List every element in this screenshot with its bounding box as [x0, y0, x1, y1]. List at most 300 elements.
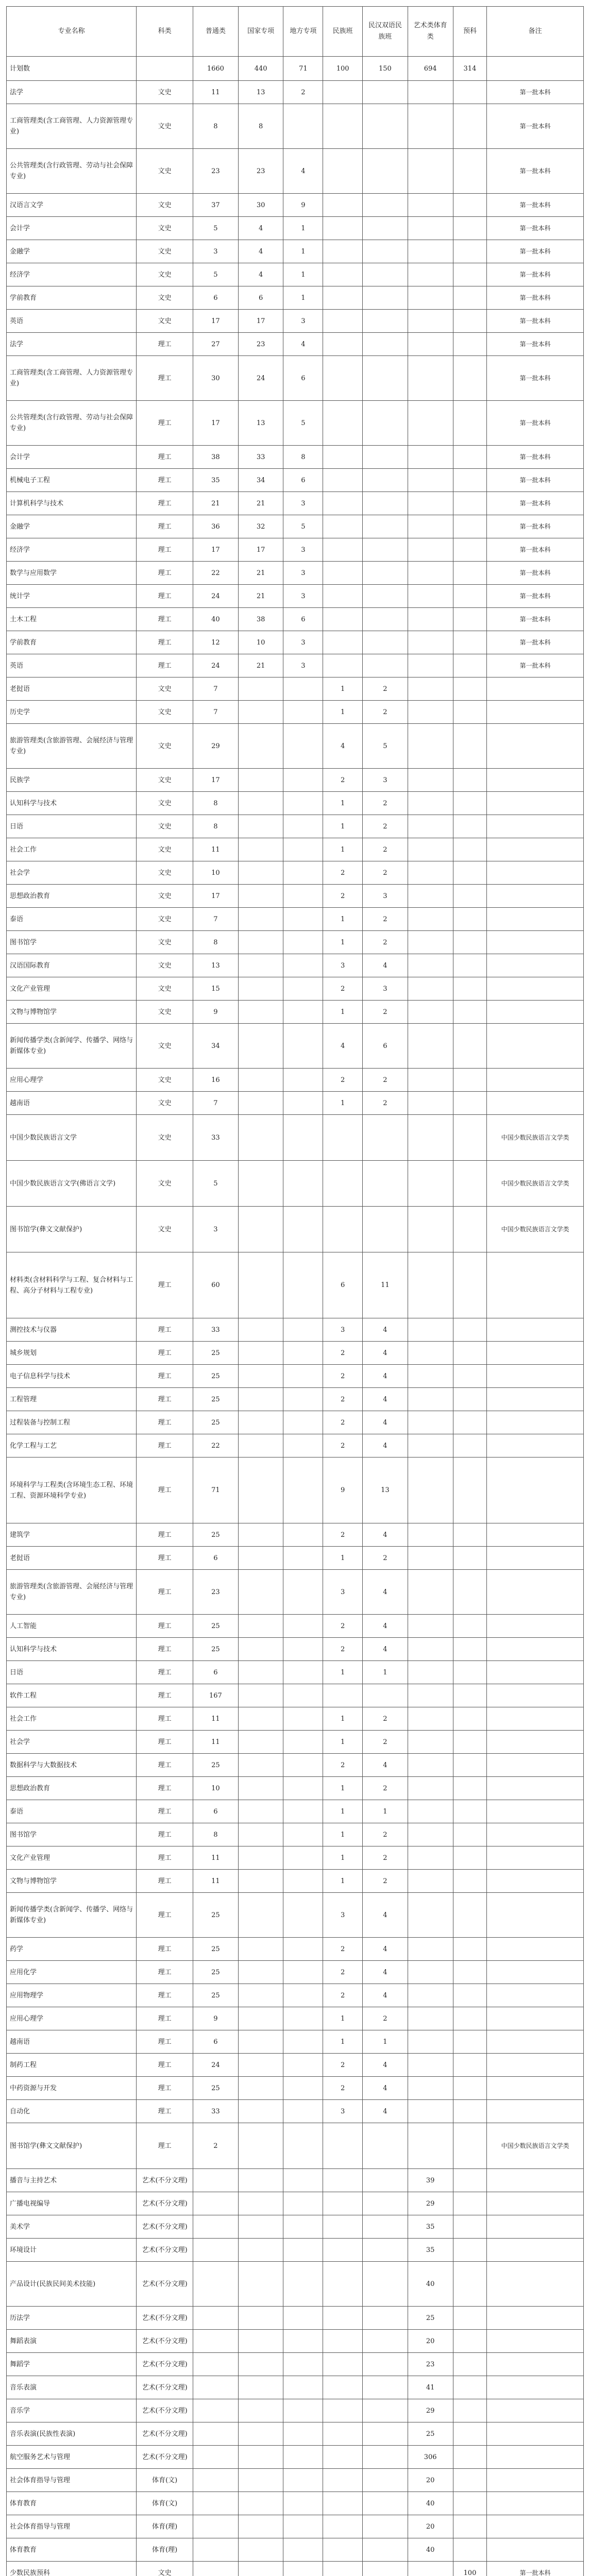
cell-general-count: 25	[193, 1984, 238, 2007]
cell-preparatory-count	[453, 608, 487, 631]
cell-remarks	[487, 1434, 584, 1458]
cell-local-special-count	[283, 2330, 323, 2353]
cell-local-special-count: 1	[283, 240, 323, 263]
cell-preparatory-count	[453, 515, 487, 538]
cell-general-count: 27	[193, 333, 238, 356]
cell-major-name: 工商管理类(含工商管理、人力资源管理专业)	[7, 356, 137, 401]
cell-preparatory-count	[453, 2215, 487, 2239]
cell-national-special-count	[238, 1252, 283, 1318]
cell-remarks	[487, 2077, 584, 2100]
cell-art-sports-count	[408, 1411, 453, 1434]
table-row	[7, 1777, 584, 1800]
cell-ethnic-class-count: 2	[323, 2077, 363, 2100]
cell-national-special-count	[238, 931, 283, 954]
table-row	[7, 2239, 584, 2262]
cell-national-special-count	[238, 2239, 283, 2262]
cell-bilingual-class-count: 4	[363, 1961, 408, 1984]
cell-bilingual-class-count: 4	[363, 1523, 408, 1547]
cell-art-sports-count: 694	[408, 57, 453, 81]
cell-subject-type: 文史	[137, 1207, 193, 1252]
cell-ethnic-class-count: 1	[323, 1001, 363, 1024]
cell-major-name: 舞蹈学	[7, 2353, 137, 2376]
cell-subject-type: 理工	[137, 2030, 193, 2054]
cell-general-count: 11	[193, 1707, 238, 1731]
table-row	[7, 1365, 584, 1388]
cell-subject-type: 理工	[137, 333, 193, 356]
cell-subject-type: 理工	[137, 1893, 193, 1938]
cell-national-special-count	[238, 2077, 283, 2100]
cell-national-special-count	[238, 1893, 283, 1938]
table-row	[7, 286, 584, 310]
cell-general-count: 17	[193, 310, 238, 333]
cell-remarks	[487, 1823, 584, 1846]
cell-art-sports-count	[408, 356, 453, 401]
cell-subject-type: 文史	[137, 217, 193, 240]
cell-local-special-count: 3	[283, 585, 323, 608]
cell-remarks	[487, 954, 584, 977]
header-general: 普通类	[193, 7, 238, 57]
table-row	[7, 217, 584, 240]
cell-local-special-count	[283, 2469, 323, 2492]
cell-major-name: 日语	[7, 815, 137, 838]
cell-subject-type: 文史	[137, 104, 193, 149]
cell-subject-type: 理工	[137, 608, 193, 631]
cell-local-special-count: 3	[283, 654, 323, 677]
cell-bilingual-class-count: 2	[363, 701, 408, 724]
cell-ethnic-class-count	[323, 2123, 363, 2169]
table-row	[7, 1615, 584, 1638]
cell-bilingual-class-count: 4	[363, 1342, 408, 1365]
cell-preparatory-count	[453, 356, 487, 401]
cell-major-name: 统计学	[7, 585, 137, 608]
table-row	[7, 1411, 584, 1434]
cell-preparatory-count	[453, 1252, 487, 1318]
cell-general-count	[193, 2192, 238, 2215]
cell-bilingual-class-count: 4	[363, 1365, 408, 1388]
table-row	[7, 1318, 584, 1342]
cell-major-name: 产品设计(民族民间美术技能)	[7, 2262, 137, 2307]
cell-remarks	[487, 1318, 584, 1342]
cell-subject-type: 理工	[137, 1570, 193, 1615]
table-row	[7, 2007, 584, 2030]
cell-preparatory-count	[453, 1684, 487, 1707]
cell-art-sports-count	[408, 2007, 453, 2030]
table-row	[7, 2030, 584, 2054]
cell-major-name: 机械电子工程	[7, 469, 137, 492]
cell-preparatory-count	[453, 217, 487, 240]
cell-local-special-count	[283, 2215, 323, 2239]
cell-major-name: 体育教育	[7, 2538, 137, 2562]
cell-remarks	[487, 2376, 584, 2399]
cell-bilingual-class-count: 4	[363, 1893, 408, 1938]
cell-remarks	[487, 2239, 584, 2262]
table-row	[7, 2422, 584, 2446]
cell-bilingual-class-count: 2	[363, 1092, 408, 1115]
cell-art-sports-count	[408, 1961, 453, 1984]
cell-subject-type: 文史	[137, 263, 193, 286]
cell-remarks: 第一批本科	[487, 217, 584, 240]
cell-ethnic-class-count: 1	[323, 792, 363, 815]
cell-major-name: 汉语国际教育	[7, 954, 137, 977]
table-row	[7, 2330, 584, 2353]
cell-major-name: 自动化	[7, 2100, 137, 2123]
cell-preparatory-count	[453, 1777, 487, 1800]
cell-ethnic-class-count: 1	[323, 908, 363, 931]
cell-remarks	[487, 815, 584, 838]
table-row	[7, 104, 584, 149]
cell-ethnic-class-count: 2	[323, 977, 363, 1001]
cell-preparatory-count	[453, 1547, 487, 1570]
cell-art-sports-count	[408, 931, 453, 954]
cell-ethnic-class-count	[323, 286, 363, 310]
cell-major-name: 新闻传播学类(含新闻学、传播学、网络与新媒体专业)	[7, 1024, 137, 1069]
cell-major-name: 药学	[7, 1938, 137, 1961]
cell-art-sports-count	[408, 1938, 453, 1961]
cell-subject-type: 理工	[137, 1547, 193, 1570]
cell-preparatory-count	[453, 1458, 487, 1523]
cell-art-sports-count	[408, 1252, 453, 1318]
cell-preparatory-count	[453, 2262, 487, 2307]
cell-subject-type: 体育(理)	[137, 2515, 193, 2538]
cell-bilingual-class-count	[363, 2262, 408, 2307]
cell-local-special-count: 5	[283, 401, 323, 446]
cell-art-sports-count: 29	[408, 2399, 453, 2422]
cell-national-special-count: 17	[238, 538, 283, 562]
cell-bilingual-class-count: 2	[363, 1069, 408, 1092]
cell-general-count	[193, 2538, 238, 2562]
cell-art-sports-count	[408, 469, 453, 492]
cell-ethnic-class-count	[323, 1684, 363, 1707]
cell-subject-type: 理工	[137, 1458, 193, 1523]
table-row	[7, 815, 584, 838]
cell-preparatory-count	[453, 2492, 487, 2515]
cell-subject-type: 理工	[137, 1342, 193, 1365]
cell-art-sports-count	[408, 1207, 453, 1252]
cell-ethnic-class-count	[323, 2515, 363, 2538]
cell-major-name: 美术学	[7, 2215, 137, 2239]
cell-general-count: 17	[193, 885, 238, 908]
cell-remarks: 第一批本科	[487, 585, 584, 608]
cell-subject-type: 艺术(不分文理)	[137, 2262, 193, 2307]
cell-bilingual-class-count: 2	[363, 1870, 408, 1893]
cell-local-special-count: 1	[283, 217, 323, 240]
table-row	[7, 1684, 584, 1707]
cell-major-name: 中国少数民族语言文学(佛语言文学)	[7, 1161, 137, 1207]
cell-general-count: 6	[193, 1547, 238, 1570]
cell-art-sports-count	[408, 769, 453, 792]
table-row	[7, 1388, 584, 1411]
cell-subject-type: 文史	[137, 908, 193, 931]
cell-major-name: 英语	[7, 654, 137, 677]
cell-bilingual-class-count: 4	[363, 1615, 408, 1638]
cell-general-count: 9	[193, 2007, 238, 2030]
cell-major-name: 公共管理类(含行政管理、劳动与社会保障专业)	[7, 401, 137, 446]
cell-remarks	[487, 2030, 584, 2054]
cell-major-name: 社会学	[7, 861, 137, 885]
table-row	[7, 333, 584, 356]
cell-general-count: 23	[193, 1570, 238, 1615]
cell-subject-type: 理工	[137, 654, 193, 677]
cell-preparatory-count	[453, 81, 487, 104]
cell-general-count	[193, 2239, 238, 2262]
cell-subject-type: 文史	[137, 81, 193, 104]
cell-art-sports-count	[408, 1754, 453, 1777]
cell-ethnic-class-count	[323, 2353, 363, 2376]
cell-art-sports-count	[408, 1684, 453, 1707]
cell-major-name: 应用心理学	[7, 2007, 137, 2030]
cell-general-count: 25	[193, 1938, 238, 1961]
cell-general-count: 5	[193, 217, 238, 240]
cell-art-sports-count	[408, 2123, 453, 2169]
cell-national-special-count	[238, 1684, 283, 1707]
table-row	[7, 562, 584, 585]
cell-ethnic-class-count	[323, 2469, 363, 2492]
cell-major-name: 泰语	[7, 908, 137, 931]
cell-remarks	[487, 1092, 584, 1115]
cell-general-count	[193, 2353, 238, 2376]
cell-subject-type: 艺术(不分文理)	[137, 2353, 193, 2376]
cell-preparatory-count	[453, 492, 487, 515]
cell-general-count	[193, 2399, 238, 2422]
cell-major-name: 学前教育	[7, 631, 137, 654]
cell-art-sports-count	[408, 1638, 453, 1661]
cell-general-count	[193, 2169, 238, 2192]
cell-bilingual-class-count	[363, 333, 408, 356]
cell-major-name: 认知科学与技术	[7, 792, 137, 815]
cell-remarks	[487, 931, 584, 954]
enrollment-plan-table	[6, 6, 584, 2576]
cell-local-special-count	[283, 701, 323, 724]
cell-general-count: 33	[193, 1115, 238, 1161]
cell-national-special-count: 17	[238, 310, 283, 333]
cell-bilingual-class-count	[363, 585, 408, 608]
cell-local-special-count	[283, 1252, 323, 1318]
cell-local-special-count	[283, 1001, 323, 1024]
cell-local-special-count	[283, 908, 323, 931]
cell-local-special-count: 3	[283, 631, 323, 654]
cell-general-count: 2	[193, 2123, 238, 2169]
cell-national-special-count	[238, 1024, 283, 1069]
cell-art-sports-count	[408, 194, 453, 217]
cell-subject-type: 理工	[137, 1661, 193, 1684]
cell-remarks: 第一批本科	[487, 356, 584, 401]
cell-general-count	[193, 2422, 238, 2446]
cell-bilingual-class-count: 2	[363, 1001, 408, 1024]
cell-art-sports-count	[408, 1115, 453, 1161]
cell-remarks: 中国少数民族语言文学类	[487, 1115, 584, 1161]
cell-major-name: 音乐表演(民族性表演)	[7, 2422, 137, 2446]
cell-local-special-count	[283, 2054, 323, 2077]
cell-national-special-count	[238, 1661, 283, 1684]
table-row	[7, 769, 584, 792]
cell-general-count: 13	[193, 954, 238, 977]
cell-local-special-count	[283, 2422, 323, 2446]
cell-local-special-count	[283, 2030, 323, 2054]
cell-general-count	[193, 2307, 238, 2330]
cell-art-sports-count: 25	[408, 2307, 453, 2330]
cell-national-special-count	[238, 2054, 283, 2077]
cell-remarks	[487, 1661, 584, 1684]
cell-art-sports-count	[408, 792, 453, 815]
cell-art-sports-count	[408, 1365, 453, 1388]
cell-major-name: 社会学	[7, 1731, 137, 1754]
cell-ethnic-class-count: 1	[323, 1661, 363, 1684]
cell-local-special-count	[283, 2446, 323, 2469]
cell-remarks: 第一批本科	[487, 469, 584, 492]
cell-ethnic-class-count	[323, 2422, 363, 2446]
table-row	[7, 2492, 584, 2515]
cell-remarks	[487, 1870, 584, 1893]
cell-art-sports-count	[408, 310, 453, 333]
cell-bilingual-class-count	[363, 2446, 408, 2469]
cell-art-sports-count	[408, 954, 453, 977]
cell-remarks	[487, 2515, 584, 2538]
cell-bilingual-class-count: 2	[363, 1731, 408, 1754]
cell-bilingual-class-count: 3	[363, 977, 408, 1001]
cell-preparatory-count	[453, 2446, 487, 2469]
cell-bilingual-class-count: 4	[363, 1411, 408, 1434]
cell-local-special-count: 2	[283, 81, 323, 104]
cell-ethnic-class-count	[323, 194, 363, 217]
cell-major-name: 图书馆学	[7, 1823, 137, 1846]
table-row	[7, 1893, 584, 1938]
cell-ethnic-class-count: 1	[323, 2007, 363, 2030]
table-row	[7, 1961, 584, 1984]
cell-general-count: 22	[193, 1434, 238, 1458]
cell-major-name: 日语	[7, 1661, 137, 1684]
cell-bilingual-class-count: 4	[363, 1754, 408, 1777]
cell-bilingual-class-count	[363, 2192, 408, 2215]
cell-bilingual-class-count	[363, 2215, 408, 2239]
cell-art-sports-count	[408, 515, 453, 538]
cell-bilingual-class-count	[363, 608, 408, 631]
cell-ethnic-class-count: 2	[323, 1984, 363, 2007]
cell-remarks: 第一批本科	[487, 310, 584, 333]
cell-subject-type: 理工	[137, 356, 193, 401]
cell-remarks: 第一批本科	[487, 240, 584, 263]
cell-remarks	[487, 792, 584, 815]
cell-national-special-count: 21	[238, 585, 283, 608]
cell-preparatory-count	[453, 1069, 487, 1092]
cell-local-special-count	[283, 2100, 323, 2123]
cell-subject-type: 文史	[137, 954, 193, 977]
cell-preparatory-count	[453, 194, 487, 217]
cell-remarks: 第一批本科	[487, 2562, 584, 2576]
cell-remarks: 第一批本科	[487, 654, 584, 677]
cell-general-count: 12	[193, 631, 238, 654]
cell-bilingual-class-count	[363, 562, 408, 585]
cell-preparatory-count	[453, 838, 487, 861]
cell-national-special-count	[238, 1800, 283, 1823]
cell-general-count: 3	[193, 1207, 238, 1252]
cell-preparatory-count	[453, 2192, 487, 2215]
cell-local-special-count	[283, 1318, 323, 1342]
cell-bilingual-class-count	[363, 2239, 408, 2262]
cell-ethnic-class-count: 2	[323, 1388, 363, 1411]
cell-ethnic-class-count: 1	[323, 1777, 363, 1800]
cell-general-count: 23	[193, 149, 238, 194]
cell-local-special-count	[283, 2492, 323, 2515]
cell-preparatory-count	[453, 769, 487, 792]
cell-subject-type: 艺术(不分文理)	[137, 2192, 193, 2215]
cell-subject-type: 文史	[137, 286, 193, 310]
cell-national-special-count	[238, 1961, 283, 1984]
cell-preparatory-count	[453, 1961, 487, 1984]
cell-major-name: 少数民族预科	[7, 2562, 137, 2576]
header-preparatory: 预科	[453, 7, 487, 57]
cell-general-count: 6	[193, 286, 238, 310]
cell-local-special-count: 5	[283, 515, 323, 538]
cell-art-sports-count	[408, 104, 453, 149]
cell-local-special-count	[283, 1547, 323, 1570]
cell-national-special-count: 38	[238, 608, 283, 631]
cell-subject-type: 理工	[137, 2054, 193, 2077]
cell-general-count	[193, 2492, 238, 2515]
cell-bilingual-class-count	[363, 240, 408, 263]
cell-remarks	[487, 838, 584, 861]
cell-national-special-count	[238, 792, 283, 815]
cell-national-special-count	[238, 1938, 283, 1961]
cell-bilingual-class-count: 6	[363, 1024, 408, 1069]
cell-subject-type: 文史	[137, 701, 193, 724]
cell-ethnic-class-count: 2	[323, 1938, 363, 1961]
cell-bilingual-class-count	[363, 104, 408, 149]
cell-subject-type: 理工	[137, 1846, 193, 1870]
table-row	[7, 2515, 584, 2538]
cell-local-special-count	[283, 815, 323, 838]
cell-local-special-count	[283, 1207, 323, 1252]
cell-subject-type: 理工	[137, 631, 193, 654]
cell-preparatory-count	[453, 1342, 487, 1365]
cell-major-name: 历史学	[7, 701, 137, 724]
cell-general-count: 8	[193, 104, 238, 149]
cell-general-count: 25	[193, 1342, 238, 1365]
cell-national-special-count	[238, 1434, 283, 1458]
cell-bilingual-class-count	[363, 2330, 408, 2353]
cell-subject-type: 理工	[137, 1523, 193, 1547]
cell-ethnic-class-count	[323, 585, 363, 608]
cell-preparatory-count	[453, 2376, 487, 2399]
cell-local-special-count: 8	[283, 446, 323, 469]
cell-ethnic-class-count	[323, 149, 363, 194]
cell-art-sports-count: 40	[408, 2262, 453, 2307]
plan-table-container	[6, 6, 584, 2576]
cell-bilingual-class-count	[363, 263, 408, 286]
cell-national-special-count	[238, 1846, 283, 1870]
cell-general-count	[193, 2376, 238, 2399]
table-row	[7, 2100, 584, 2123]
table-row	[7, 1024, 584, 1069]
cell-national-special-count: 33	[238, 446, 283, 469]
cell-ethnic-class-count: 2	[323, 1638, 363, 1661]
cell-general-count: 8	[193, 1823, 238, 1846]
cell-ethnic-class-count: 2	[323, 1365, 363, 1388]
table-row	[7, 1800, 584, 1823]
cell-remarks	[487, 861, 584, 885]
cell-general-count: 17	[193, 538, 238, 562]
cell-subject-type: 理工	[137, 1800, 193, 1823]
cell-national-special-count	[238, 1388, 283, 1411]
cell-art-sports-count: 20	[408, 2469, 453, 2492]
cell-ethnic-class-count: 2	[323, 1615, 363, 1638]
cell-national-special-count	[238, 2007, 283, 2030]
cell-preparatory-count	[453, 240, 487, 263]
cell-remarks: 第一批本科	[487, 104, 584, 149]
cell-local-special-count	[283, 792, 323, 815]
cell-preparatory-count	[453, 2100, 487, 2123]
cell-bilingual-class-count: 13	[363, 1458, 408, 1523]
cell-preparatory-count	[453, 1823, 487, 1846]
